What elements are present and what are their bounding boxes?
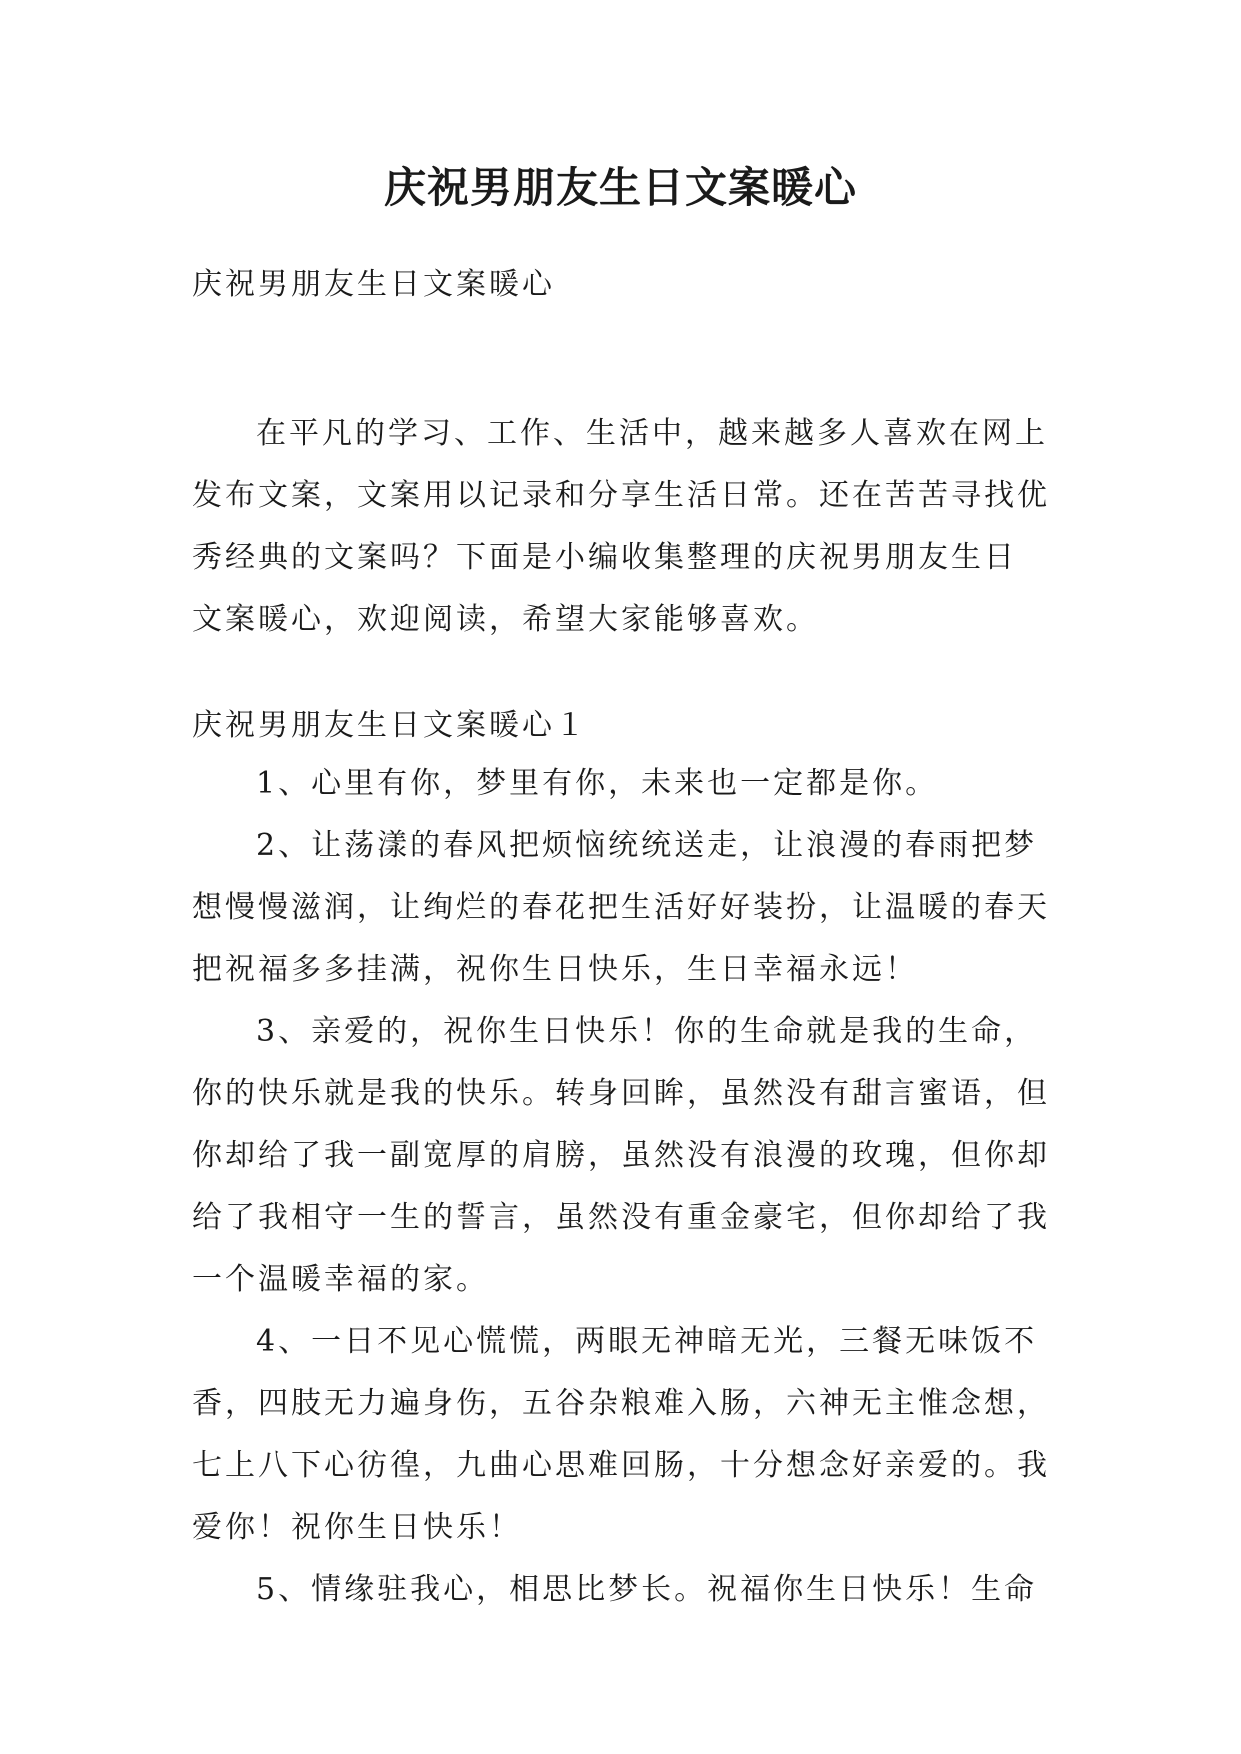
list-item-line: 你却给了我一副宽厚的肩膀，虽然没有浪漫的玫瑰，但你却 bbox=[192, 1138, 1050, 1173]
intro-line: 在平凡的学习、工作、生活中，越来越多人喜欢在网上 bbox=[256, 416, 1048, 451]
list-item-line: 1、心里有你，梦里有你，未来也一定都是你。 bbox=[256, 766, 939, 801]
document-subtitle bbox=[192, 254, 1054, 316]
list-item-line: 七上八下心彷徨，九曲心思难回肠，十分想念好亲爱的。我 bbox=[192, 1448, 1050, 1483]
wish-list bbox=[192, 753, 1054, 1621]
section-heading-text: 庆祝男朋友生日文案暖心１ bbox=[192, 708, 588, 743]
list-item-line: 想慢慢滋润，让绚烂的春花把生活好好装扮，让温暖的春天 bbox=[192, 890, 1050, 925]
intro-line: 文案暖心，欢迎阅读，希望大家能够喜欢。 bbox=[192, 602, 819, 637]
list-item-line: 把祝福多多挂满，祝你生日快乐，生日幸福永远！ bbox=[192, 952, 918, 987]
list-item-line: 2、让荡漾的春风把烦恼统统送走，让浪漫的春雨把梦 bbox=[256, 828, 1038, 863]
section-heading bbox=[192, 695, 1054, 757]
list-item-line: 爱你！祝你生日快乐！ bbox=[192, 1510, 522, 1545]
subtitle-line: 庆祝男朋友生日文案暖心 bbox=[192, 267, 555, 302]
list-item bbox=[192, 1559, 1054, 1621]
list-item bbox=[192, 1311, 1054, 1559]
intro-paragraph bbox=[192, 403, 1054, 651]
list-item-line: 给了我相守一生的誓言，虽然没有重金豪宅，但你却给了我 bbox=[192, 1200, 1050, 1235]
list-item bbox=[192, 815, 1054, 1001]
document-title: 庆祝男朋友生日文案暖心 bbox=[383, 163, 857, 212]
list-item-line: 4、一日不见心慌慌，两眼无神暗无光，三餐无味饭不 bbox=[256, 1324, 1038, 1359]
intro-line: 发布文案，文案用以记录和分享生活日常。还在苦苦寻找优 bbox=[192, 478, 1050, 513]
list-item-line: 香，四肢无力遍身伤，五谷杂粮难入肠，六神无主惟念想， bbox=[192, 1386, 1050, 1421]
intro-line: 秀经典的文案吗？下面是小编收集整理的庆祝男朋友生日 bbox=[192, 540, 1017, 575]
list-item bbox=[192, 1001, 1054, 1311]
list-item-line: 一个温暖幸福的家。 bbox=[192, 1262, 489, 1297]
list-item bbox=[192, 753, 1054, 815]
list-item-line: 你的快乐就是我的快乐。转身回眸，虽然没有甜言蜜语，但 bbox=[192, 1076, 1050, 1111]
list-item-line: 5、情缘驻我心，相思比梦长。祝福你生日快乐！生命 bbox=[256, 1572, 1038, 1607]
list-item-line: 3、亲爱的，祝你生日快乐！你的生命就是我的生命， bbox=[256, 1014, 1038, 1049]
